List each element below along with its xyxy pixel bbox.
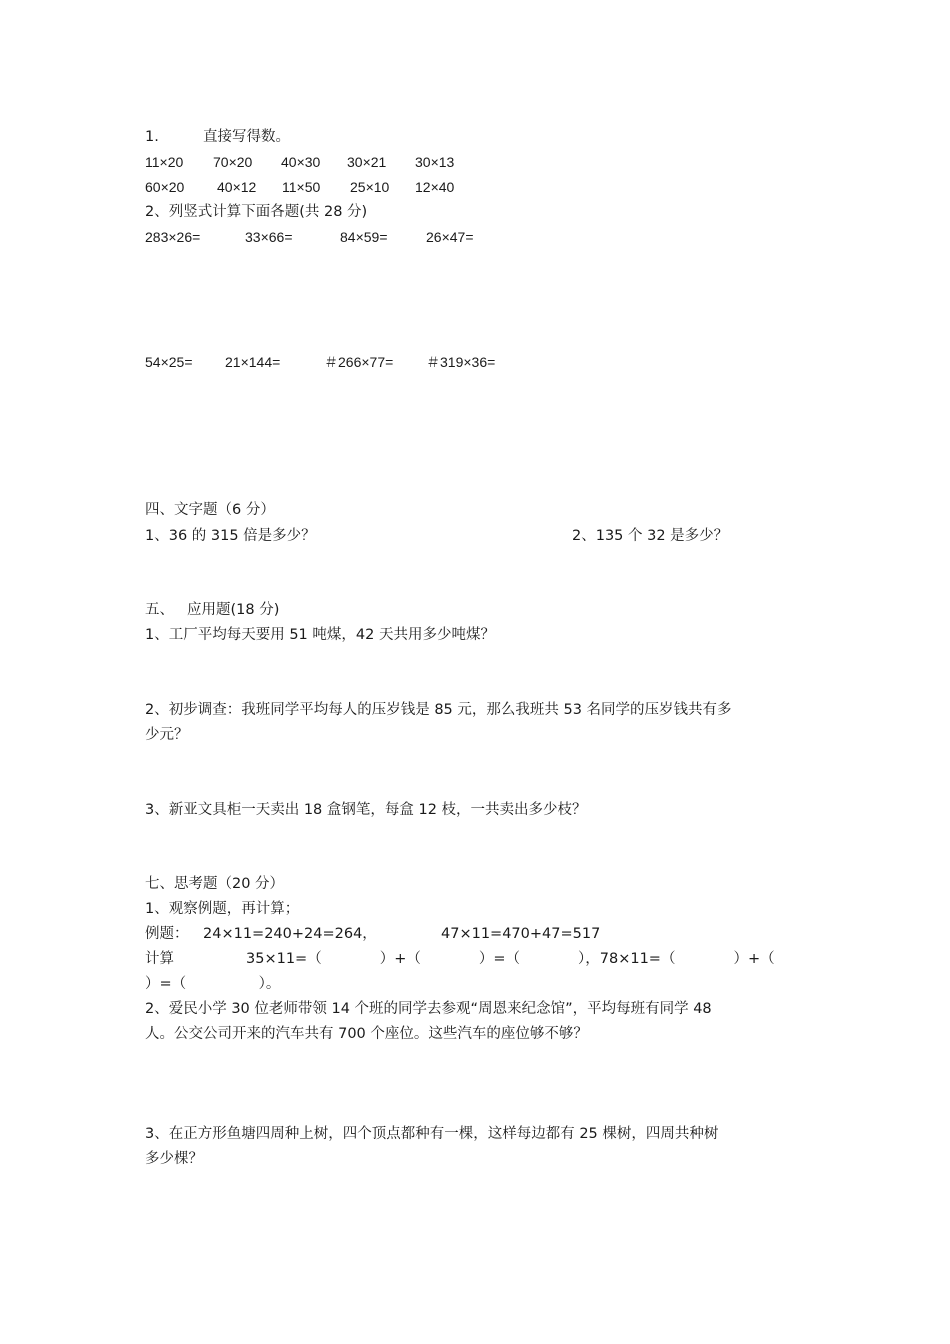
- thinking-question-2-line-1: 2、爱民小学 30 位老师带领 14 个班的同学去参观“周恩来纪念馆”，平均每班有同学 48: [145, 1001, 712, 1017]
- application-question-2-line-2: 少元？: [145, 727, 189, 743]
- calc-row-continued: ）=（ ）。: [145, 976, 281, 992]
- section5-heading: 应用题(18 分): [187, 602, 280, 618]
- example-2: 47×11=470+47=517: [441, 926, 601, 942]
- oral-calc-item: 40×30: [281, 154, 321, 170]
- section2-title: 2、列竖式计算下面各题(共 28 分): [145, 204, 368, 220]
- oral-calc-item: 11×20: [145, 154, 184, 170]
- application-question-2-line-1: 2、初步调查：我班同学平均每人的压岁钱是 85 元，那么我班共 53 名同学的压岁钱共有多: [145, 702, 732, 718]
- vertical-calc-item: ＃266×77=: [324, 354, 394, 370]
- vertical-calc-item: 21×144=: [225, 354, 281, 370]
- calc-label: 计算: [145, 951, 174, 967]
- thinking-question-2-line-2: 人。公交公司开来的汽车共有 700 个座位。这些汽车的座位够不够？: [145, 1026, 588, 1042]
- oral-calc-item: 70×20: [213, 154, 253, 170]
- oral-calc-item: 40×12: [217, 179, 257, 195]
- section7-title: 七、思考题（20 分）: [145, 876, 285, 892]
- oral-calc-item: 11×50: [282, 179, 321, 195]
- oral-calc-item: 12×40: [415, 179, 455, 195]
- example-1: 24×11=240+24=264，: [203, 926, 377, 942]
- example-label: 例题：: [145, 926, 189, 942]
- section1-heading: 直接写得数。: [203, 129, 290, 145]
- vertical-calc-item: ＃319×36=: [426, 354, 496, 370]
- application-question-3: 3、新亚文具柜一天卖出 18 盒钢笔，每盒 12 枝，一共卖出多少枝？: [145, 802, 587, 818]
- oral-calc-item: 60×20: [145, 179, 185, 195]
- word-problem-1: 1、36 的 315 倍是多少？: [145, 528, 316, 544]
- thinking-question-3-line-2: 多少棵？: [145, 1151, 203, 1167]
- section1-number: 1.: [145, 129, 159, 145]
- oral-calc-item: 25×10: [350, 179, 390, 195]
- calc-expression: 35×11=（ ）+（ ）=（ ），78×11=（ ）+（: [246, 951, 775, 967]
- word-problem-2: 2、135 个 32 是多少？: [572, 528, 729, 544]
- thinking-question-1: 1、观察例题，再计算；: [145, 901, 300, 917]
- thinking-question-3-line-1: 3、在正方形鱼塘四周种上树，四个顶点都种有一棵，这样每边都有 25 棵树，四周共种树: [145, 1126, 719, 1142]
- vertical-calc-item: 54×25=: [145, 354, 193, 370]
- oral-calc-item: 30×13: [415, 154, 455, 170]
- application-question-1: 1、工厂平均每天要用 51 吨煤，42 天共用多少吨煤？: [145, 627, 495, 643]
- section4-title: 四、文字题（6 分）: [145, 502, 275, 518]
- vertical-calc-item: 33×66=: [245, 229, 293, 245]
- vertical-calc-item: 84×59=: [340, 229, 388, 245]
- section5-number: 五、: [145, 602, 174, 618]
- vertical-calc-item: 283×26=: [145, 229, 201, 245]
- vertical-calc-item: 26×47=: [426, 229, 474, 245]
- oral-calc-item: 30×21: [347, 154, 387, 170]
